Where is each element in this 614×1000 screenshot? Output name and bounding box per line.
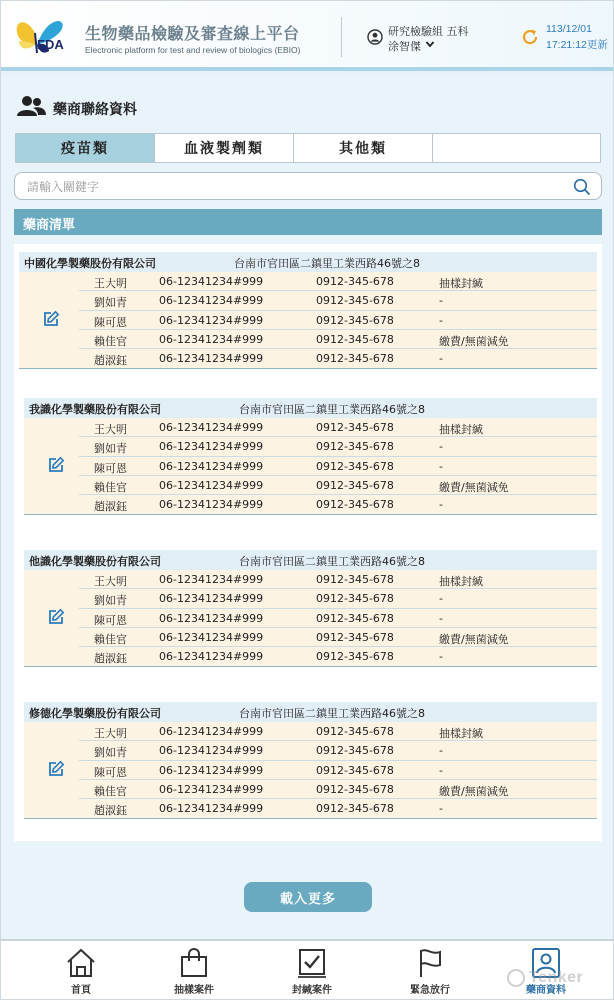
vendor-list (14, 244, 602, 841)
contact-note: - (439, 440, 443, 454)
contact-tel: 06-12341234#999 (159, 763, 264, 777)
vendor-address: 台南市官田區二鎮里工業西路46號之8 (234, 257, 420, 270)
contact-note: - (439, 592, 443, 606)
edit-icon[interactable] (42, 310, 60, 328)
contact-tel: 06-12341234#999 (159, 782, 264, 796)
contact-mobile: 0912-345-678 (316, 782, 394, 796)
contact-row (79, 647, 597, 666)
nav-emergency-release[interactable] (390, 945, 470, 997)
header-divider (341, 17, 342, 57)
contact-name: 王大明 (94, 277, 127, 290)
contact-tel: 06-12341234#999 (159, 275, 264, 288)
vendor-header (19, 252, 597, 272)
tab-others[interactable]: 其他類 (294, 134, 433, 162)
contact-name: 陳可恩 (94, 461, 127, 475)
vendor-header (24, 398, 597, 418)
tab-spacer (433, 134, 600, 162)
update-time: 17:21:12更新 (546, 39, 608, 51)
edit-icon[interactable] (47, 760, 65, 778)
contact-name: 賴佳官 (94, 480, 127, 494)
contact-name: 陳可恩 (94, 315, 127, 329)
contact-mobile: 0912-345-678 (316, 478, 394, 492)
nav-label: 緊急放行 (410, 985, 450, 996)
contact-name: 賴佳官 (94, 784, 127, 798)
contact-tel: 06-12341234#999 (159, 573, 264, 586)
vendor-card (19, 252, 597, 369)
contact-row (79, 799, 597, 818)
contact-mobile: 0912-345-678 (316, 611, 394, 625)
contact-tel: 06-12341234#999 (159, 478, 264, 492)
contact-name: 賴佳官 (94, 334, 127, 348)
contact-name: 賴佳官 (94, 632, 127, 646)
nav-label: 藥商資料 (526, 985, 566, 996)
contact-name: 劉如青 (94, 746, 127, 760)
contact-tel: 06-12341234#999 (159, 650, 264, 664)
contact-tel: 06-12341234#999 (159, 313, 264, 327)
search-icon[interactable] (573, 178, 591, 196)
contact-tel: 06-12341234#999 (159, 294, 264, 308)
chevron-down-icon[interactable] (425, 39, 435, 49)
contact-name: 王大明 (94, 423, 127, 436)
vendor-card (24, 550, 597, 667)
contact-note: - (439, 294, 443, 308)
contact-row (79, 495, 597, 514)
contact-note: 抽樣封緘 (439, 727, 483, 740)
search-input[interactable] (27, 177, 567, 197)
contact-name: 王大明 (94, 575, 127, 588)
contact-row (79, 418, 597, 437)
contact-tel: 06-12341234#999 (159, 725, 264, 738)
contact-note: 抽樣封緘 (439, 277, 483, 290)
contact-tel: 06-12341234#999 (159, 592, 264, 606)
contact-name: 陳可恩 (94, 765, 127, 779)
shopping-bag-icon (178, 947, 210, 979)
vendor-name: 修德化學製藥股份有限公司 (29, 707, 161, 720)
contact-name: 王大明 (94, 727, 127, 740)
contact-note: - (439, 611, 443, 625)
vendor-name: 中國化學製藥股份有限公司 (24, 257, 156, 270)
contact-note: - (439, 763, 443, 777)
contact-note: - (439, 352, 443, 366)
load-more-button[interactable]: 載入更多 (244, 882, 372, 912)
contact-note: 繳費/無菌減免 (439, 632, 509, 646)
contact-row (79, 291, 597, 310)
contact-tel: 06-12341234#999 (159, 744, 264, 758)
vendor-contacts (24, 418, 597, 515)
main-panel (1, 75, 613, 939)
user-name[interactable]: 涂智傑 (388, 40, 421, 53)
contact-row (79, 437, 597, 456)
app-subtitle: Electronic platform for test and review of biologics (EBIO) (85, 45, 301, 55)
contact-mobile: 0912-345-678 (316, 650, 394, 664)
contact-tel: 06-12341234#999 (159, 421, 264, 434)
contact-row (79, 761, 597, 780)
contact-row (79, 741, 597, 760)
contact-note: 繳費/無菌減免 (439, 480, 509, 494)
contact-mobile: 0912-345-678 (316, 275, 394, 288)
contact-note: 抽樣封緘 (439, 423, 483, 436)
contact-row (79, 457, 597, 476)
contact-mobile: 0912-345-678 (316, 332, 394, 346)
contact-name: 趙淑鈺 (94, 804, 127, 818)
contact-mobile: 0912-345-678 (316, 725, 394, 738)
vendor-card (24, 398, 597, 515)
watermark-logo-icon (507, 969, 525, 987)
contact-mobile: 0912-345-678 (316, 294, 394, 308)
contact-mobile: 0912-345-678 (316, 744, 394, 758)
contact-note: - (439, 744, 443, 758)
vendor-card (24, 702, 597, 819)
logo-text: FDA (37, 37, 64, 52)
contact-mobile: 0912-345-678 (316, 573, 394, 586)
vendor-name: 他識化學製藥股份有限公司 (29, 555, 161, 568)
app-title: 生物藥品檢驗及審查線上平台 (85, 24, 300, 43)
contact-note: 抽樣封緘 (439, 575, 483, 588)
contact-tel: 06-12341234#999 (159, 630, 264, 644)
contact-note: - (439, 802, 443, 816)
contact-row (79, 330, 597, 349)
vendor-contacts (24, 570, 597, 667)
contact-tel: 06-12341234#999 (159, 440, 264, 454)
contact-name: 劉如青 (94, 442, 127, 456)
contact-tel: 06-12341234#999 (159, 611, 264, 625)
contact-note: - (439, 650, 443, 664)
home-icon (65, 947, 97, 979)
refresh-icon[interactable] (520, 27, 540, 47)
contact-row (79, 628, 597, 647)
vendor-contacts (19, 272, 597, 369)
edit-icon[interactable] (47, 456, 65, 474)
vendor-name: 我識化學製藥股份有限公司 (29, 403, 161, 416)
contact-mobile: 0912-345-678 (316, 498, 394, 512)
contact-row (79, 722, 597, 741)
contact-tel: 06-12341234#999 (159, 352, 264, 366)
contact-name: 劉如青 (94, 296, 127, 310)
contact-name: 陳可恩 (94, 613, 127, 627)
nav-label: 封緘案件 (292, 985, 332, 996)
vendor-header (24, 550, 597, 570)
edit-icon[interactable] (47, 608, 65, 626)
watermark-text: Tenker (529, 969, 584, 986)
contact-mobile: 0912-345-678 (316, 459, 394, 473)
contact-mobile: 0912-345-678 (316, 592, 394, 606)
contact-mobile: 0912-345-678 (316, 440, 394, 454)
contact-mobile: 0912-345-678 (316, 313, 394, 327)
vendor-address: 台南市官田區二鎮里工業西路46號之8 (239, 555, 425, 568)
nav-label: 抽樣案件 (174, 985, 214, 996)
nav-sealed-cases[interactable] (272, 945, 352, 997)
contact-name: 趙淑鈺 (94, 652, 127, 666)
app-header (1, 1, 613, 71)
contact-mobile: 0912-345-678 (316, 421, 394, 434)
contact-mobile: 0912-345-678 (316, 630, 394, 644)
contact-row (79, 780, 597, 799)
user-department: 研究檢驗組 五科 (388, 25, 469, 38)
contact-mobile: 0912-345-678 (316, 802, 394, 816)
contact-tel: 06-12341234#999 (159, 332, 264, 346)
vendor-address: 台南市官田區二鎮里工業西路46號之8 (239, 707, 425, 720)
contact-mobile: 0912-345-678 (316, 352, 394, 366)
vendor-list-header: 藥商清單 (14, 209, 602, 235)
contact-tel: 06-12341234#999 (159, 498, 264, 512)
vendor-address: 台南市官田區二鎮里工業西路46號之8 (239, 403, 425, 416)
contact-tel: 06-12341234#999 (159, 459, 264, 473)
contact-note: 繳費/無菌減免 (439, 334, 509, 348)
contact-row (79, 311, 597, 330)
user-avatar-icon[interactable] (367, 29, 383, 45)
nav-home[interactable] (41, 945, 121, 997)
contact-mobile: 0912-345-678 (316, 763, 394, 777)
vendor-contacts (24, 722, 597, 819)
category-tabs (15, 133, 601, 163)
page-title: 藥商聯絡資料 (53, 102, 137, 118)
contact-name: 趙淑鈺 (94, 500, 127, 514)
contact-note: - (439, 498, 443, 512)
contact-note: 繳費/無菌減免 (439, 784, 509, 798)
contact-row (79, 570, 597, 589)
tab-blood-products[interactable]: 血液製劑類 (155, 134, 294, 162)
tab-vaccine[interactable]: 疫苗類 (16, 134, 155, 162)
contact-row (79, 349, 597, 368)
checkbox-icon (296, 947, 328, 979)
contact-name: 劉如青 (94, 594, 127, 608)
contact-row (79, 272, 597, 291)
update-date: 113/12/01 (546, 23, 592, 35)
search-box (14, 172, 602, 200)
contacts-group-icon (17, 95, 47, 117)
contact-row (79, 609, 597, 628)
bottom-navigation (1, 939, 613, 999)
contact-tel: 06-12341234#999 (159, 802, 264, 816)
nav-label: 首頁 (71, 985, 91, 996)
contact-row (79, 476, 597, 495)
flag-icon (414, 947, 446, 979)
contact-note: - (439, 313, 443, 327)
contact-row (79, 589, 597, 608)
contact-note: - (439, 459, 443, 473)
vendor-header (24, 702, 597, 722)
contact-name: 趙淑鈺 (94, 354, 127, 368)
nav-sampling-cases[interactable] (154, 945, 234, 997)
